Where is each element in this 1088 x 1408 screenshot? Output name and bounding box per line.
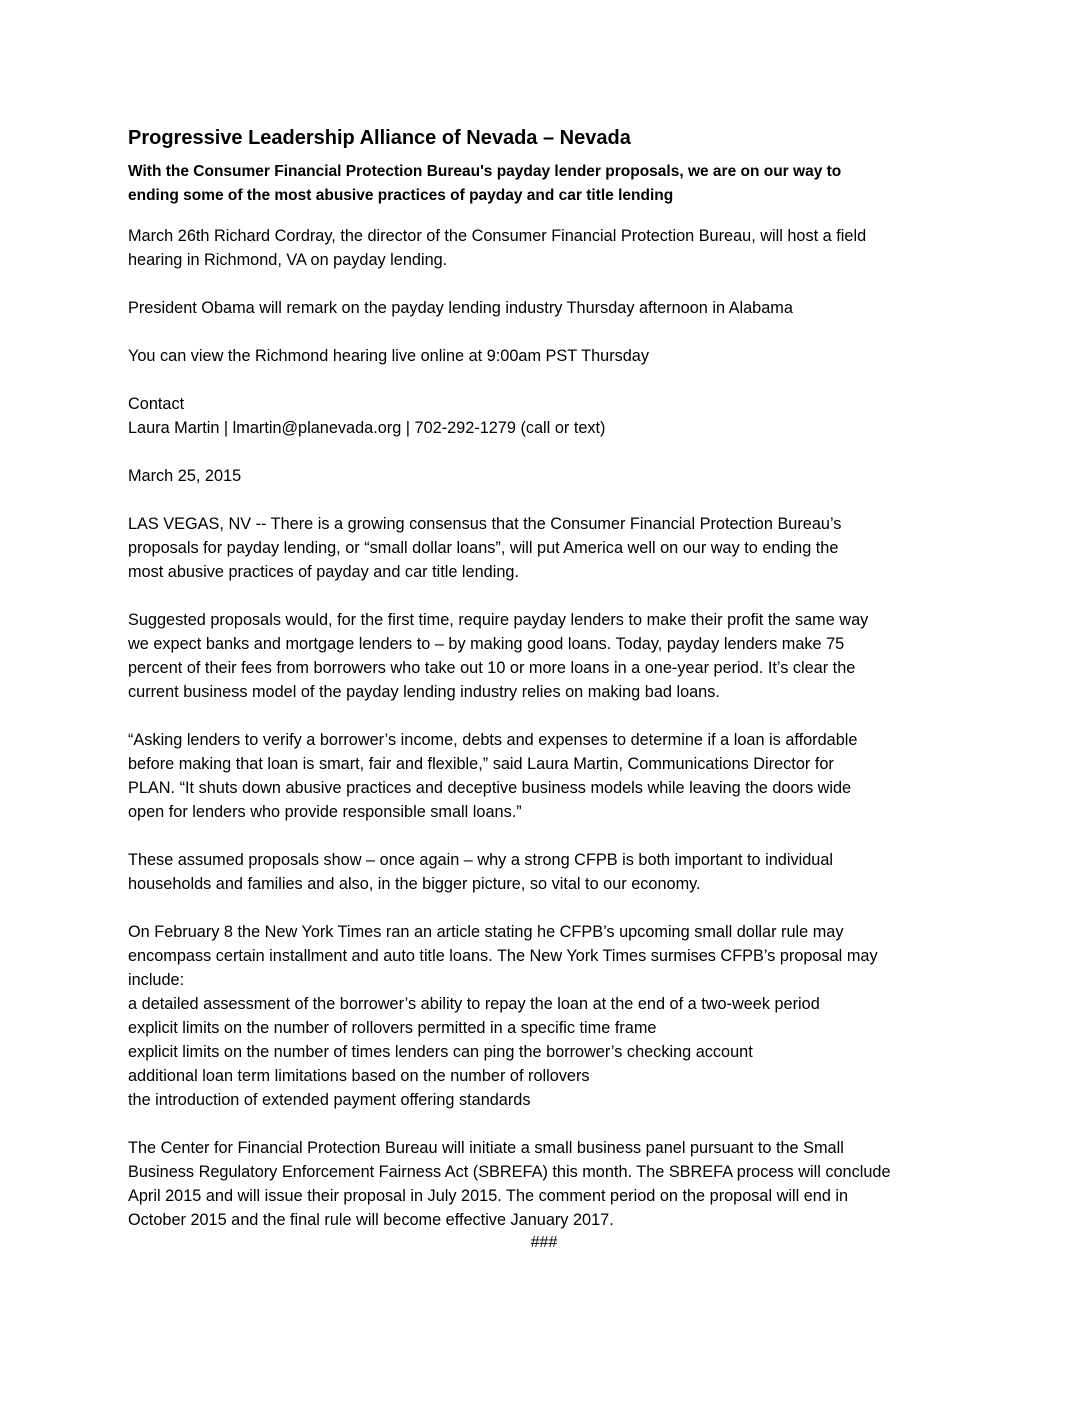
live-view-paragraph: You can view the Richmond hearing live online at 9:00am PST Thursday xyxy=(128,347,650,365)
nyt-paragraph xyxy=(128,920,960,1112)
paragraph-line: current business model of the payday lending industry relies on making bad loans. xyxy=(128,683,720,701)
sbrefa-paragraph xyxy=(128,1136,960,1232)
quote-paragraph xyxy=(128,728,960,824)
paragraph-line: proposals for payday lending, or “small dollar loans”, will put America well on our way to ending the xyxy=(128,539,839,557)
paragraph-line: Suggested proposals would, for the first time, require payday lenders to make their profit the same way xyxy=(128,611,869,629)
paragraph-line: encompass certain installment and auto title loans. The New York Times surmises CFPB’s proposal may xyxy=(128,947,878,965)
list-item: explicit limits on the number of times lenders can ping the borrower’s checking account xyxy=(128,1043,753,1061)
list-item: the introduction of extended payment offering standards xyxy=(128,1091,531,1109)
paragraph-line: households and families and also, in the bigger picture, so vital to our economy. xyxy=(128,875,701,893)
paragraph-line: “Asking lenders to verify a borrower’s income, debts and expenses to determine if a loan is affordable xyxy=(128,731,858,749)
paragraph-line: These assumed proposals show – once again – why a strong CFPB is both important to individual xyxy=(128,851,833,869)
release-date: March 25, 2015 xyxy=(128,467,242,485)
list-item: additional loan term limitations based on the number of rollovers xyxy=(128,1067,590,1085)
cfpb-importance-paragraph xyxy=(128,848,960,896)
paragraph-line: LAS VEGAS, NV -- There is a growing consensus that the Consumer Financial Protection Bureau’s xyxy=(128,515,842,533)
obama-remark-paragraph: President Obama will remark on the payday lending industry Thursday afternoon in Alabama xyxy=(128,299,793,317)
contact-line: Laura Martin | lmartin@planevada.org | 702-292-1279 (call or text) xyxy=(128,419,606,437)
paragraph-line: open for lenders who provide responsible small loans.” xyxy=(128,803,522,821)
paragraph-line: On February 8 the New York Times ran an article stating he CFPB’s upcoming small dollar rule may xyxy=(128,923,844,941)
field-hearing-paragraph xyxy=(128,224,960,272)
paragraph-line: October 2015 and the final rule will become effective January 2017. xyxy=(128,1211,614,1229)
consensus-paragraph xyxy=(128,512,960,584)
end-mark: ### xyxy=(530,1234,558,1251)
contact-block xyxy=(128,392,960,440)
proposals-paragraph xyxy=(128,608,960,704)
paragraph-line: most abusive practices of payday and car title lending. xyxy=(128,563,519,581)
subtitle-line: ending some of the most abusive practices of payday and car title lending xyxy=(128,187,674,204)
contact-label: Contact xyxy=(128,395,185,413)
paragraph-line: percent of their fees from borrowers who take out 10 or more loans in a one-year period. It’s clear the xyxy=(128,659,856,677)
document-subtitle xyxy=(128,160,960,208)
list-item: a detailed assessment of the borrower’s ability to repay the loan at the end of a two-week period xyxy=(128,995,820,1013)
document-page xyxy=(128,124,960,1254)
subtitle-line: With the Consumer Financial Protection Bureau's payday lender proposals, we are on our way to xyxy=(128,163,842,180)
paragraph-line: The Center for Financial Protection Bureau will initiate a small business panel pursuant to the Small xyxy=(128,1139,844,1157)
paragraph-line: before making that loan is smart, fair and flexible,” said Laura Martin, Communications Director for xyxy=(128,755,834,773)
paragraph-line: PLAN. “It shuts down abusive practices and deceptive business models while leaving the doors wide xyxy=(128,779,852,797)
list-item: explicit limits on the number of rollovers permitted in a specific time frame xyxy=(128,1019,657,1037)
paragraph-line: hearing in Richmond, VA on payday lending. xyxy=(128,251,448,269)
paragraph-line: we expect banks and mortgage lenders to – by making good loans. Today, payday lenders make 75 xyxy=(128,635,845,653)
paragraph-line: April 2015 and will issue their proposal in July 2015. The comment period on the proposal will end in xyxy=(128,1187,849,1205)
document-title: Progressive Leadership Alliance of Nevada – Nevada xyxy=(128,127,631,149)
paragraph-line: include: xyxy=(128,971,185,989)
paragraph-line: Business Regulatory Enforcement Fairness Act (SBREFA) this month. The SBREFA process will conclude xyxy=(128,1163,891,1181)
paragraph-line: March 26th Richard Cordray, the director of the Consumer Financial Protection Bureau, will host a field xyxy=(128,227,867,245)
